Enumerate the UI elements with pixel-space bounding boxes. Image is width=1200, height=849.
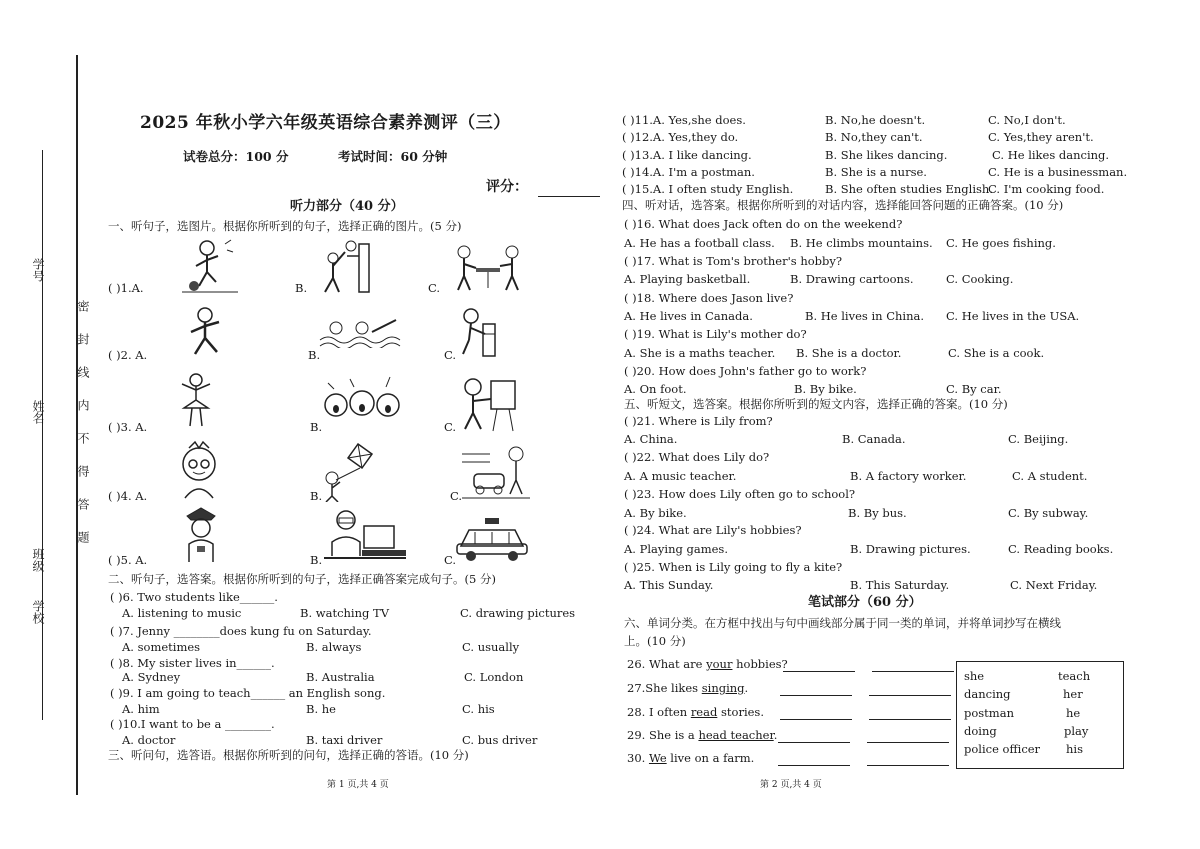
question-26-blank-2[interactable] xyxy=(872,671,954,672)
question-9-text: ( )9. I am going to teach______ an English song. xyxy=(110,686,386,700)
question-28-blank-1[interactable] xyxy=(780,719,852,720)
question-7-option-a: A. sometimes xyxy=(122,640,201,654)
question-20-option-b: B. By bike. xyxy=(794,382,857,396)
question-17-option-c: C. Cooking. xyxy=(946,272,1014,286)
taxi-car-icon xyxy=(455,516,529,562)
question-16-text: ( )16. What does Jack often do on the weekend? xyxy=(624,217,903,231)
question-27-sentence: 27.She likes singing. xyxy=(627,681,749,695)
section6-title-line1: 六、单词分类。在方框中找出与句中画线部分属于同一类的单词，并将单词抄写在横线 xyxy=(624,616,1061,630)
girl-dancing-ballet-icon xyxy=(178,372,214,428)
question-7-option-b: B. always xyxy=(306,640,362,654)
total-score: 试卷总分：100 分 xyxy=(183,149,289,164)
student-name-label: 姓名 xyxy=(31,400,45,424)
question-12-option-a: ( )12.A. Yes,they do. xyxy=(622,130,739,144)
question-15-option-a: ( )15.A. I often study English. xyxy=(622,182,794,196)
word-bank-word: she xyxy=(964,669,985,683)
question-4-option-b: B. xyxy=(310,489,323,503)
question-22-option-b: B. A factory worker. xyxy=(850,469,967,483)
question-20-option-c: C. By car. xyxy=(946,382,1002,396)
question-1-option-b: B. xyxy=(295,281,308,295)
question-1-option-c: C. xyxy=(428,281,441,295)
question-16-option-a: A. He has a football class. xyxy=(624,236,775,250)
question-2-option-b: B. xyxy=(308,348,321,362)
question-23-option-b: B. By bus. xyxy=(848,506,907,520)
question-25-text: ( )25. When is Lily going to fly a kite? xyxy=(624,560,843,574)
question-17-text: ( )17. What is Tom's brother's hobby? xyxy=(624,254,843,268)
question-10-option-b: B. taxi driver xyxy=(306,733,383,747)
question-24-option-b: B. Drawing pictures. xyxy=(850,542,971,556)
question-24-option-c: C. Reading books. xyxy=(1008,542,1114,556)
question-26-blank-1[interactable] xyxy=(783,671,855,672)
question-9-option-a: A. him xyxy=(122,702,160,716)
question-23-option-c: C. By subway. xyxy=(1008,506,1089,520)
exam-time: 考试时间：60 分钟 xyxy=(338,149,448,164)
question-25-option-a: A. This Sunday. xyxy=(624,578,714,592)
class-label: 班级 xyxy=(31,548,45,572)
word-bank-word: play xyxy=(1064,724,1089,738)
question-20-text: ( )20. How does John's father go to work? xyxy=(624,364,867,378)
question-11-option-b: B. No,he doesn't. xyxy=(825,113,926,127)
question-19-option-b: B. She is a doctor. xyxy=(796,346,902,360)
section4-title: 四、听对话，选答案。根据你所听到的对话内容，选择能回答问题的正确答案。(10 分) xyxy=(622,198,1064,212)
question-30-blank-2[interactable] xyxy=(867,765,949,766)
question-6-text: ( )6. Two students like______. xyxy=(110,590,278,604)
binding-thin-line xyxy=(42,150,43,720)
question-6-option-c: C. drawing pictures xyxy=(460,606,576,620)
question-25-option-c: C. Next Friday. xyxy=(1010,578,1098,592)
question-11-option-c: C. No,I don't. xyxy=(988,113,1066,127)
question-20-option-a: A. On foot. xyxy=(624,382,687,396)
question-3-option-b: B. xyxy=(310,420,323,434)
section6-title-line2: 上。(10 分) xyxy=(624,634,686,648)
question-13-option-c: C. He likes dancing. xyxy=(992,148,1110,162)
question-2-number: ( )2. A. xyxy=(108,348,148,362)
word-bank-word: dancing xyxy=(964,687,1011,701)
police-officer-icon xyxy=(175,504,227,564)
question-18-option-b: B. He lives in China. xyxy=(805,309,925,323)
boy-playing-basketball-icon xyxy=(315,238,375,294)
question-16-option-b: B. He climbs mountains. xyxy=(790,236,933,250)
boy-drawing-pictures-icon xyxy=(455,375,521,433)
question-25-option-b: B. This Saturday. xyxy=(850,578,950,592)
question-13-option-b: B. She likes dancing. xyxy=(825,148,948,162)
question-29-blank-1[interactable] xyxy=(778,742,850,743)
question-22-text: ( )22. What does Lily do? xyxy=(624,450,770,464)
question-18-option-c: C. He lives in the USA. xyxy=(946,309,1080,323)
boy-playing-football-icon xyxy=(180,238,240,294)
question-23-text: ( )23. How does Lily often go to school? xyxy=(624,487,856,501)
question-16-option-c: C. He goes fishing. xyxy=(946,236,1056,250)
word-bank-word: his xyxy=(1066,742,1083,756)
question-29-blank-2[interactable] xyxy=(867,742,949,743)
question-15-option-c: C. I'm cooking food. xyxy=(988,182,1105,196)
question-19-text: ( )19. What is Lily's mother do? xyxy=(624,327,807,341)
question-7-text: ( )7. Jenny ________does kung fu on Saturday. xyxy=(110,624,372,638)
question-21-text: ( )21. Where is Lily from? xyxy=(624,414,773,428)
question-26-sentence: 26. What are your hobbies? xyxy=(627,657,788,671)
word-bank-word: her xyxy=(1063,687,1083,701)
question-21-option-b: B. Canada. xyxy=(842,432,906,446)
boy-doing-kung-fu-icon xyxy=(185,306,225,358)
question-4-option-c: C. xyxy=(450,489,463,503)
section3-title: 三、听问句，选答语。根据你所听到的问句，选择正确的答语。(10 分) xyxy=(108,748,469,762)
question-18-option-a: A. He lives in Canada. xyxy=(624,309,753,323)
question-1-number: ( )1.A. xyxy=(108,281,144,295)
page-1-footer: 第 1 页,共 4 页 xyxy=(327,780,389,790)
kids-swimming-icon xyxy=(318,314,402,348)
question-6-option-b: B. watching TV xyxy=(300,606,390,620)
question-9-option-c: C. his xyxy=(462,702,495,716)
question-23-option-a: A. By bike. xyxy=(624,506,687,520)
question-17-option-a: A. Playing basketball. xyxy=(624,272,751,286)
question-14-option-c: C. He is a businessman. xyxy=(988,165,1128,179)
question-7-option-c: C. usually xyxy=(462,640,520,654)
word-bank-word: police officer xyxy=(964,742,1041,756)
school-label: 学校 xyxy=(31,600,45,624)
listening-heading: 听力部分（40 分） xyxy=(290,199,404,214)
girl-flying-kite-icon xyxy=(318,440,378,502)
student-number-label: 学号 xyxy=(31,258,45,282)
man-with-computer-icon xyxy=(320,506,408,564)
question-28-sentence: 28. I often read stories. xyxy=(627,705,764,719)
question-5-number: ( )5. A. xyxy=(108,553,148,567)
question-30-blank-1[interactable] xyxy=(778,765,850,766)
word-bank-word: teach xyxy=(1058,669,1091,683)
question-6-option-a: A. listening to music xyxy=(122,606,242,620)
question-8-option-a: A. Sydney xyxy=(122,670,181,684)
question-22-option-c: C. A student. xyxy=(1012,469,1088,483)
question-10-text: ( )10.I want to be a ________. xyxy=(110,717,275,731)
question-13-option-a: ( )13.A. I like dancing. xyxy=(622,148,752,162)
word-bank-word: doing xyxy=(964,724,997,738)
question-17-option-b: B. Drawing cartoons. xyxy=(790,272,914,286)
question-21-option-a: A. China. xyxy=(624,432,678,446)
question-8-text: ( )8. My sister lives in______. xyxy=(110,656,275,670)
people-in-street-icon xyxy=(460,444,532,502)
kids-playing-ping-pong-icon xyxy=(452,240,524,294)
kids-singing-icon xyxy=(320,375,404,431)
question-3-option-c: C. xyxy=(444,420,457,434)
question-14-option-b: B. She is a nurse. xyxy=(825,165,927,179)
question-18-text: ( )18. Where does Jason live? xyxy=(624,291,794,305)
score-label: 评分： xyxy=(486,179,528,195)
question-19-option-a: A. She is a maths teacher. xyxy=(624,346,776,360)
question-14-option-a: ( )14.A. I'm a postman. xyxy=(622,165,755,179)
word-bank-word: he xyxy=(1066,706,1081,720)
question-10-option-c: C. bus driver xyxy=(462,733,538,747)
word-bank-word: postman xyxy=(964,706,1014,720)
question-28-blank-2[interactable] xyxy=(869,719,951,720)
question-12-option-b: B. No,they can't. xyxy=(825,130,923,144)
written-heading: 笔试部分（60 分） xyxy=(808,595,922,610)
question-4-number: ( )4. A. xyxy=(108,489,148,503)
question-2-option-c: C. xyxy=(444,348,457,362)
question-11-option-a: ( )11.A. Yes,she does. xyxy=(622,113,746,127)
page-2-footer: 第 2 页,共 4 页 xyxy=(760,780,822,790)
section1-title: 一、听句子，选图片。根据你所听到的句子，选择正确的图片。(5 分) xyxy=(108,219,462,233)
girl-with-glasses-icon xyxy=(175,440,223,500)
girl-playing-piano-icon xyxy=(455,306,497,358)
question-8-option-b: B. Australia xyxy=(306,670,375,684)
exam-title: 2025 年秋小学六年级英语综合素养测评（三） xyxy=(140,113,511,133)
question-30-sentence: 30. We live on a farm. xyxy=(627,751,755,765)
question-24-text: ( )24. What are Lily's hobbies? xyxy=(624,523,802,537)
question-9-option-b: B. he xyxy=(306,702,336,716)
seal-warning-text: 密封线内不得答题 xyxy=(76,300,90,564)
question-8-option-c: C. London xyxy=(464,670,524,684)
question-19-option-c: C. She is a cook. xyxy=(948,346,1045,360)
question-27-blank-2[interactable] xyxy=(869,695,951,696)
question-3-number: ( )3. A. xyxy=(108,420,148,434)
question-27-blank-1[interactable] xyxy=(780,695,852,696)
question-24-option-a: A. Playing games. xyxy=(624,542,728,556)
question-21-option-c: C. Beijing. xyxy=(1008,432,1069,446)
question-12-option-c: C. Yes,they aren't. xyxy=(988,130,1094,144)
question-5-option-b: B. xyxy=(310,553,323,567)
section2-title: 二、听句子，选答案。根据你所听到的句子，选择正确答案完成句子。(5 分) xyxy=(108,572,496,586)
question-15-option-b: B. She often studies English. xyxy=(825,182,993,196)
question-29-sentence: 29. She is a head teacher. xyxy=(627,728,778,742)
score-blank[interactable] xyxy=(538,196,600,197)
question-5-option-c: C. xyxy=(444,553,457,567)
section5-title: 五、听短文，选答案。根据你所听到的短文内容，选择正确的答案。(10 分) xyxy=(624,397,1008,411)
question-10-option-a: A. doctor xyxy=(122,733,176,747)
question-22-option-a: A. A music teacher. xyxy=(624,469,737,483)
